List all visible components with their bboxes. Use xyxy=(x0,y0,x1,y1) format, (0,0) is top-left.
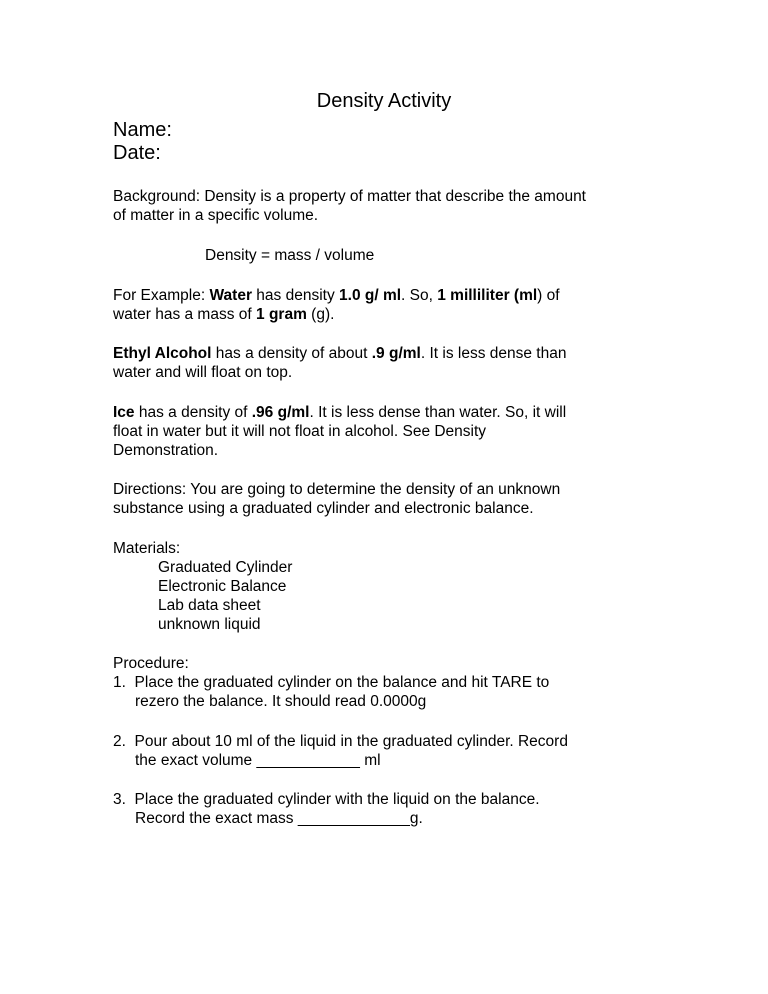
text-segment: . It is less dense than water. So, it will xyxy=(309,404,567,421)
text-segment: Density = mass / volume xyxy=(205,247,375,264)
text-segment: (g). xyxy=(306,306,335,323)
text-line xyxy=(113,732,568,751)
text-line xyxy=(113,363,566,382)
text-line xyxy=(113,480,560,499)
text-segment: Lab data sheet xyxy=(158,597,261,614)
text-segment: Record the exact mass _____________g. xyxy=(135,810,423,827)
bold-text: 1 milliliter (ml xyxy=(437,287,538,304)
text-line xyxy=(113,499,560,518)
text-segment: ) of xyxy=(537,287,560,304)
text-line xyxy=(113,286,560,305)
text-segment: Demonstration. xyxy=(113,442,219,459)
text-line xyxy=(113,187,586,206)
text-line xyxy=(113,305,560,324)
text-segment: water and will float on top. xyxy=(113,364,293,381)
text-line xyxy=(205,246,374,265)
text-line xyxy=(113,206,586,225)
procedure-step-3 xyxy=(113,790,540,828)
text-line xyxy=(158,577,292,596)
text-segment: has density xyxy=(251,287,340,304)
text-segment: 2. Pour about 10 ml of the liquid in the graduated cylinder. Record xyxy=(113,733,568,750)
text-line xyxy=(113,751,568,770)
water-example-paragraph xyxy=(113,286,560,324)
text-segment: the exact volume ____________ ml xyxy=(135,752,381,769)
text-line xyxy=(113,790,540,809)
text-segment: . So, xyxy=(401,287,438,304)
text-line xyxy=(113,344,566,363)
bold-text: Ice xyxy=(113,404,135,421)
date-label: Date: xyxy=(113,142,161,164)
text-line xyxy=(113,673,549,692)
text-segment: Electronic Balance xyxy=(158,578,287,595)
bold-text: .9 g/ml xyxy=(371,345,421,362)
materials-list xyxy=(158,558,292,634)
procedure-step-2 xyxy=(113,732,568,770)
text-segment: Materials: xyxy=(113,540,181,557)
text-segment: substance using a graduated cylinder and electronic balance. xyxy=(113,500,534,517)
page-title: Density Activity xyxy=(316,90,452,112)
ice-paragraph xyxy=(113,403,566,460)
text-segment: has a density of xyxy=(134,404,252,421)
text-segment: float in water but it will not float in alcohol. See Density xyxy=(113,423,487,440)
text-segment: Graduated Cylinder xyxy=(158,559,293,576)
text-line xyxy=(158,615,292,634)
procedure-heading xyxy=(113,654,189,673)
background-paragraph xyxy=(113,187,586,225)
text-line xyxy=(158,558,292,577)
text-segment: of matter in a specific volume. xyxy=(113,207,319,224)
procedure-step-1 xyxy=(113,673,549,711)
text-line xyxy=(113,692,549,711)
bold-text: 1 gram xyxy=(256,306,307,323)
ethyl-alcohol-paragraph xyxy=(113,344,566,382)
text-segment: Directions: You are going to determine the density of an unknown xyxy=(113,481,561,498)
text-line xyxy=(113,539,180,558)
text-line xyxy=(113,809,540,828)
text-segment: Procedure: xyxy=(113,655,189,672)
text-segment: Background: Density is a property of matter that describe the amount xyxy=(113,188,586,205)
text-segment: . It is less dense than xyxy=(420,345,567,362)
bold-text: 1.0 g/ ml xyxy=(339,287,402,304)
text-line xyxy=(158,596,292,615)
materials-heading xyxy=(113,539,180,558)
text-segment: rezero the balance. It should read 0.0000g xyxy=(135,693,427,710)
text-segment: 1. Place the graduated cylinder on the balance and hit TARE to xyxy=(113,674,550,691)
text-segment: has a density of about xyxy=(211,345,372,362)
text-segment: 3. Place the graduated cylinder with the liquid on the balance. xyxy=(113,791,540,808)
text-segment: water has a mass of xyxy=(113,306,257,323)
text-segment: For Example: xyxy=(113,287,210,304)
bold-text: Water xyxy=(209,287,252,304)
name-label: Name: xyxy=(113,119,172,141)
text-line xyxy=(113,441,566,460)
bold-text: .96 g/ml xyxy=(251,404,310,421)
formula-line xyxy=(205,246,374,265)
text-line xyxy=(113,403,566,422)
text-line xyxy=(113,422,566,441)
bold-text: Ethyl Alcohol xyxy=(113,345,212,362)
text-line xyxy=(113,654,189,673)
text-segment: unknown liquid xyxy=(158,616,261,633)
directions-paragraph xyxy=(113,480,560,518)
